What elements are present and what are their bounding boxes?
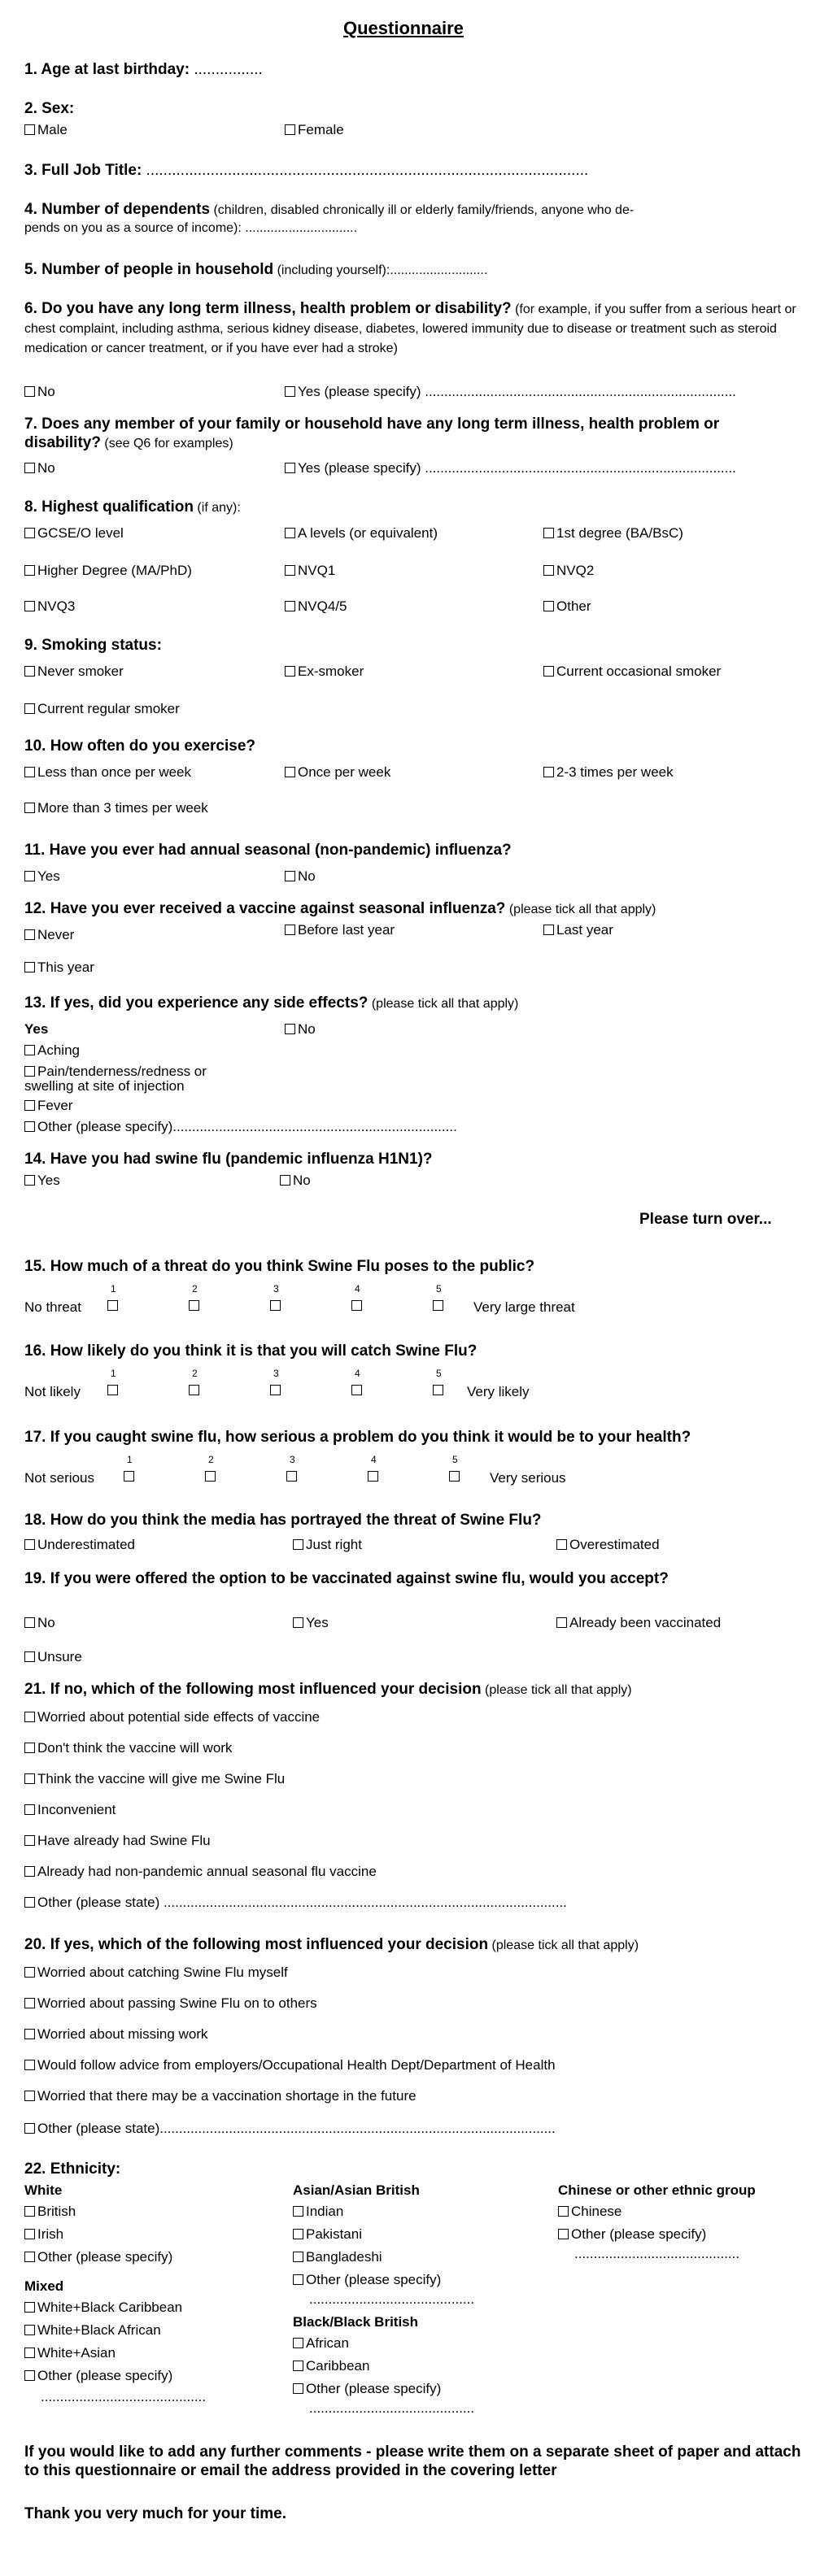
q22-mixed-african[interactable]: White+Black African (24, 2322, 161, 2339)
q16-box-3[interactable] (270, 1385, 281, 1395)
q3: 3. Full Job Title: ....................................................................................................... (24, 162, 589, 179)
q17-box-3[interactable] (286, 1471, 297, 1482)
q8-option-nvq2[interactable]: NVQ2 (543, 563, 594, 579)
q21-option-give-flu[interactable]: Think the vaccine will give me Swine Flu (24, 1771, 285, 1787)
q8-option-nvq45[interactable]: NVQ4/5 (285, 598, 347, 615)
q22-black-other[interactable]: Other (please specify) (293, 2381, 441, 2397)
q18-label: 18. How do you think the media has portrayed the threat of Swine Flu? (24, 1512, 542, 1529)
q17-right-label: Very serious (490, 1470, 566, 1486)
q22-mixed-caribbean[interactable]: White+Black Caribbean (24, 2300, 182, 2316)
q12: 12. Have you ever received a vaccine against seasonal influenza? (please tick all that apply) (24, 900, 656, 917)
q7: 7. Does any member of your family or household have any long term illness, health problem or disability? (see Q6 for examples) (24, 416, 720, 451)
q8-option-nvq3[interactable]: NVQ3 (24, 598, 75, 615)
q15-num-5: 5 (436, 1283, 442, 1295)
q10-option-more-3[interactable]: More than 3 times per week (24, 800, 208, 816)
q18-option-overestimated[interactable]: Overestimated (556, 1537, 660, 1553)
q22-chinese-chinese[interactable]: Chinese (558, 2204, 621, 2220)
q15-box-2[interactable] (189, 1300, 199, 1311)
q1: 1. Age at last birthday: ................ (24, 61, 263, 78)
q8-option-nvq1[interactable]: NVQ1 (285, 563, 335, 579)
q8-option-alevels[interactable]: A levels (or equivalent) (285, 525, 438, 542)
thanks-note: Thank you very much for your time. (24, 2505, 287, 2522)
q7-option-yes[interactable]: Yes (please specify) ................................................................................. (285, 460, 736, 476)
q9-label: 9. Smoking status: (24, 637, 162, 654)
q22-black-african[interactable]: African (293, 2335, 349, 2352)
q4: 4. Number of dependents (children, disabled chronically ill or elderly family/friends, anyone who de- (24, 201, 635, 218)
q21-option-inconvenient[interactable]: Inconvenient (24, 1802, 116, 1818)
q16-num-4: 4 (355, 1368, 360, 1379)
q20-option-missing-work[interactable]: Worried about missing work (24, 2026, 207, 2043)
q22-asian-bangladeshi[interactable]: Bangladeshi (293, 2249, 382, 2265)
q16-box-5[interactable] (433, 1385, 443, 1395)
q9-option-occasional[interactable]: Current occasional smoker (543, 664, 721, 680)
q13-option-pain-line2: swelling at site of injection (24, 1078, 185, 1094)
q13-yes-heading: Yes (24, 1021, 49, 1037)
q15-num-4: 4 (355, 1283, 360, 1295)
q15-left-label: No threat (24, 1299, 81, 1315)
q21: 21. If no, which of the following most influenced your decision (please tick all that apply) (24, 1681, 632, 1698)
q21-option-side-effects[interactable]: Worried about potential side effects of vaccine (24, 1709, 320, 1725)
q12-option-last-year[interactable]: Last year (543, 922, 613, 938)
q14-label: 14. Have you had swine flu (pandemic influenza H1N1)? (24, 1151, 433, 1168)
q13-option-other[interactable]: Other (please specify).......................................................................... (24, 1119, 457, 1135)
page-title: Questionnaire (343, 18, 464, 38)
q11-label: 11. Have you ever had annual seasonal (non-pandemic) influenza? (24, 842, 512, 859)
q22-asian-indian[interactable]: Indian (293, 2204, 343, 2220)
q8-option-1st-degree[interactable]: 1st degree (BA/BsC) (543, 525, 683, 542)
q17-num-5: 5 (452, 1454, 458, 1465)
q15-num-2: 2 (192, 1283, 198, 1295)
q6: 6. Do you have any long term illness, health problem or disability? (for example, if you suffer from a serious heart or chest complaint, including asthma, serious kidney disease, diabetes, lowered immunity due to disease or treatment such as steroid medication or cancer treatment, or if you have ever had a stroke) (24, 300, 796, 355)
turn-over-note: Please turn over... (639, 1211, 772, 1228)
q17-num-3: 3 (290, 1454, 295, 1465)
q15-label: 15. How much of a threat do you think Swine Flu poses to the public? (24, 1258, 535, 1275)
comments-note: If you would like to add any further comments - please write them on a separate sheet of paper and attach to this questionnaire or email the address provided in the covering letter (24, 2443, 801, 2479)
q6-option-no[interactable]: No (24, 384, 55, 400)
q20-option-shortage[interactable]: Worried that there may be a vaccination shortage in the future (24, 2088, 416, 2104)
q20-option-other[interactable]: Other (please state)....................................................................................................... (24, 2121, 556, 2137)
q13: 13. If yes, did you experience any side effects? (please tick all that apply) (24, 994, 519, 1012)
q22-mixed-other[interactable]: Other (please specify) (24, 2368, 172, 2384)
q18-option-underestimated[interactable]: Underestimated (24, 1537, 135, 1553)
q17-box-1[interactable] (124, 1471, 134, 1482)
q17-label: 17. If you caught swine flu, how serious a problem do you think it would be to your health? (24, 1429, 691, 1446)
q8-option-other[interactable]: Other (543, 598, 591, 615)
q13-option-aching[interactable]: Aching (24, 1042, 80, 1059)
q12-option-this-year[interactable]: This year (24, 959, 94, 976)
q15-right-label: Very large threat (473, 1299, 575, 1315)
q15-num-3: 3 (273, 1283, 279, 1295)
q12-option-never[interactable]: Never (24, 927, 74, 943)
q5: 5. Number of people in household (including yourself):........................... (24, 261, 488, 278)
q16-right-label: Very likely (467, 1384, 530, 1399)
q9-option-never[interactable]: Never smoker (24, 664, 124, 680)
q8: 8. Highest qualification (if any): (24, 498, 241, 516)
q6-option-yes[interactable]: Yes (please specify) ................................................................................. (285, 384, 736, 400)
q4-line2: pends on you as a source of income): ............................... (24, 221, 358, 235)
q15-box-1[interactable] (107, 1300, 118, 1311)
q15-box-5[interactable] (433, 1300, 443, 1311)
q22-asian-heading: Asian/Asian British (293, 2182, 420, 2198)
q19-option-already[interactable]: Already been vaccinated (556, 1615, 721, 1631)
q17-num-1: 1 (127, 1454, 133, 1465)
q22-mixed-heading: Mixed (24, 2278, 64, 2294)
q14-option-yes[interactable]: Yes (24, 1173, 60, 1189)
q12-option-before-last[interactable]: Before last year (285, 922, 395, 938)
q22-label: 22. Ethnicity: (24, 2160, 121, 2178)
q22-white-heading: White (24, 2182, 63, 2198)
q20-option-advice[interactable]: Would follow advice from employers/Occupational Health Dept/Department of Health (24, 2057, 556, 2073)
q9-option-regular[interactable]: Current regular smoker (24, 701, 180, 717)
q15-box-4[interactable] (351, 1300, 362, 1311)
q16-box-4[interactable] (351, 1385, 362, 1395)
q2-option-female[interactable]: Female (285, 122, 344, 138)
q19-option-unsure[interactable]: Unsure (24, 1649, 82, 1665)
q19-option-no[interactable]: No (24, 1615, 55, 1631)
q22-mixed-asian[interactable]: White+Asian (24, 2345, 116, 2361)
q19-label: 19. If you were offered the option to be vaccinated against swine flu, would you accept? (24, 1570, 669, 1587)
q10-option-less-once[interactable]: Less than once per week (24, 764, 191, 781)
q21-option-already-had[interactable]: Have already had Swine Flu (24, 1833, 211, 1849)
q16-box-1[interactable] (107, 1385, 118, 1395)
q22-black-dots: ........................................... (309, 2400, 475, 2416)
q17-box-4[interactable] (368, 1471, 378, 1482)
q17-num-2: 2 (208, 1454, 214, 1465)
q20-option-catching[interactable]: Worried about catching Swine Flu myself (24, 1965, 288, 1981)
q22-chinese-other[interactable]: Other (please specify) (558, 2226, 706, 2243)
q22-mixed-dots: ........................................... (41, 2389, 207, 2404)
q11-option-no[interactable]: No (285, 868, 316, 885)
q8-option-higher-degree[interactable]: Higher Degree (MA/PhD) (24, 563, 192, 579)
q19-option-yes[interactable]: Yes (293, 1615, 329, 1631)
q22-asian-other[interactable]: Other (please specify) (293, 2272, 441, 2288)
q17-num-4: 4 (371, 1454, 377, 1465)
q17-box-2[interactable] (205, 1471, 216, 1482)
q16-num-2: 2 (192, 1368, 198, 1379)
q20-option-passing[interactable]: Worried about passing Swine Flu on to others (24, 1995, 317, 2012)
q16-label: 16. How likely do you think it is that you will catch Swine Flu? (24, 1342, 478, 1360)
q22-asian-dots: ........................................... (309, 2291, 475, 2307)
q11-option-yes[interactable]: Yes (24, 868, 60, 885)
q16-left-label: Not likely (24, 1384, 81, 1399)
q16-num-5: 5 (436, 1368, 442, 1379)
q22-chinese-heading: Chinese or other ethnic group (558, 2182, 756, 2198)
q18-option-just-right[interactable]: Just right (293, 1537, 362, 1553)
q2-label: 2. Sex: (24, 100, 75, 117)
q21-option-seasonal-vaccine[interactable]: Already had non-pandemic annual seasonal flu vaccine (24, 1864, 377, 1880)
q2-option-male[interactable]: Male (24, 122, 68, 138)
q13-option-no[interactable]: No (285, 1021, 316, 1038)
q10-option-2-3[interactable]: 2-3 times per week (543, 764, 674, 781)
q15-num-1: 1 (111, 1283, 116, 1295)
q15-box-3[interactable] (270, 1300, 281, 1311)
q10-option-once[interactable]: Once per week (285, 764, 390, 781)
q22-black-caribbean[interactable]: Caribbean (293, 2358, 369, 2374)
q22-asian-pakistani[interactable]: Pakistani (293, 2226, 362, 2243)
q22-white-british[interactable]: British (24, 2204, 76, 2220)
q8-option-gcse[interactable]: GCSE/O level (24, 525, 124, 542)
q22-chinese-dots: ........................................... (574, 2246, 740, 2261)
q17-box-5[interactable] (449, 1471, 460, 1482)
q10-label: 10. How often do you exercise? (24, 738, 256, 755)
q21-option-wont-work[interactable]: Don't think the vaccine will work (24, 1740, 232, 1756)
q21-option-other[interactable]: Other (please state) ......................................................................................................... (24, 1895, 567, 1911)
q7-option-no[interactable]: No (24, 460, 55, 476)
q16-box-2[interactable] (189, 1385, 199, 1395)
q20: 20. If yes, which of the following most influenced your decision (please tick all that apply) (24, 1936, 639, 1953)
q22-white-other[interactable]: Other (please specify) (24, 2249, 172, 2265)
q22-black-heading: Black/Black British (293, 2314, 419, 2330)
q22-white-irish[interactable]: Irish (24, 2226, 63, 2243)
q16-num-3: 3 (273, 1368, 279, 1379)
q9-option-ex[interactable]: Ex-smoker (285, 664, 364, 680)
q13-option-fever[interactable]: Fever (24, 1098, 72, 1114)
q17-left-label: Not serious (24, 1470, 94, 1486)
q13-option-pain[interactable]: Pain/tenderness/redness or (24, 1064, 207, 1080)
q16-num-1: 1 (111, 1368, 116, 1379)
q14-option-no[interactable]: No (280, 1173, 311, 1189)
